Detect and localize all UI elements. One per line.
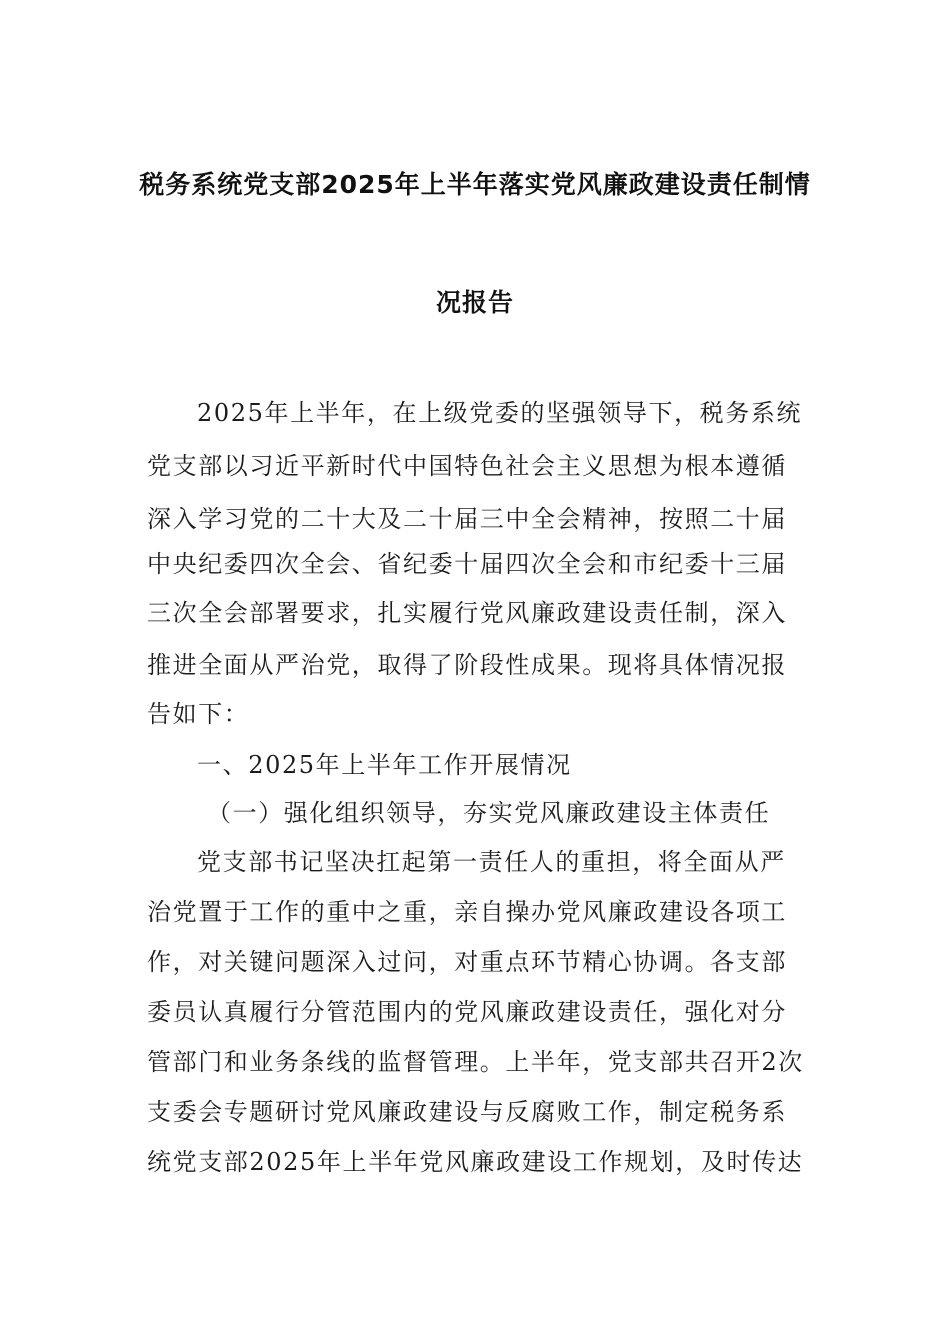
section-paragraph-line: 支委会专题研讨党风廉政建设与反腐败工作，制定税务系: [147, 1098, 787, 1126]
intro-paragraph-line: 推进全面从严治党，取得了阶段性成果。现将具体情况报: [147, 651, 787, 679]
intro-paragraph-line: 党支部以习近平新时代中国特色社会主义思想为根本遵循: [147, 452, 787, 480]
section-paragraph-line: 管部门和业务条线的监督管理。上半年，党支部共召开2次: [147, 1048, 804, 1076]
document-title-line-2: 况报告: [435, 288, 514, 317]
intro-paragraph-line: 深入学习党的二十大及二十届三中全会精神，按照二十届: [147, 505, 787, 533]
section-paragraph-line: 治党置于工作的重中之重，亲自操办党风廉政建设各项工: [147, 898, 787, 926]
section-paragraph-line: 委员认真履行分管范围内的党风廉政建设责任，强化对分: [147, 998, 787, 1026]
intro-paragraph-line: 2025年上半年，在上级党委的坚强领导下，税务系统: [197, 399, 803, 427]
section-paragraph-line: 党支部书记坚决扛起第一责任人的重担，将全面从严: [197, 848, 786, 876]
section-heading: 一、2025年上半年工作开展情况: [197, 751, 572, 779]
intro-paragraph-line: 告如下：: [147, 700, 250, 728]
subsection-heading: （一）强化组织领导，夯实党风廉政建设主体责任: [207, 799, 771, 827]
section-paragraph-line: 作，对关键问题深入过问，对重点环节精心协调。各支部: [147, 948, 787, 976]
document-title-line-1: 税务系统党支部2025年上半年落实党风廉政建设责任制情: [139, 170, 811, 199]
intro-paragraph-line: 三次全会部署要求，扎实履行党风廉政建设责任制，深入: [147, 599, 787, 627]
section-paragraph-line: 统党支部2025年上半年党风廉政建设工作规划，及时传达: [147, 1148, 804, 1176]
intro-paragraph-line: 中央纪委四次全会、省纪委十届四次全会和市纪委十三届: [147, 550, 787, 578]
